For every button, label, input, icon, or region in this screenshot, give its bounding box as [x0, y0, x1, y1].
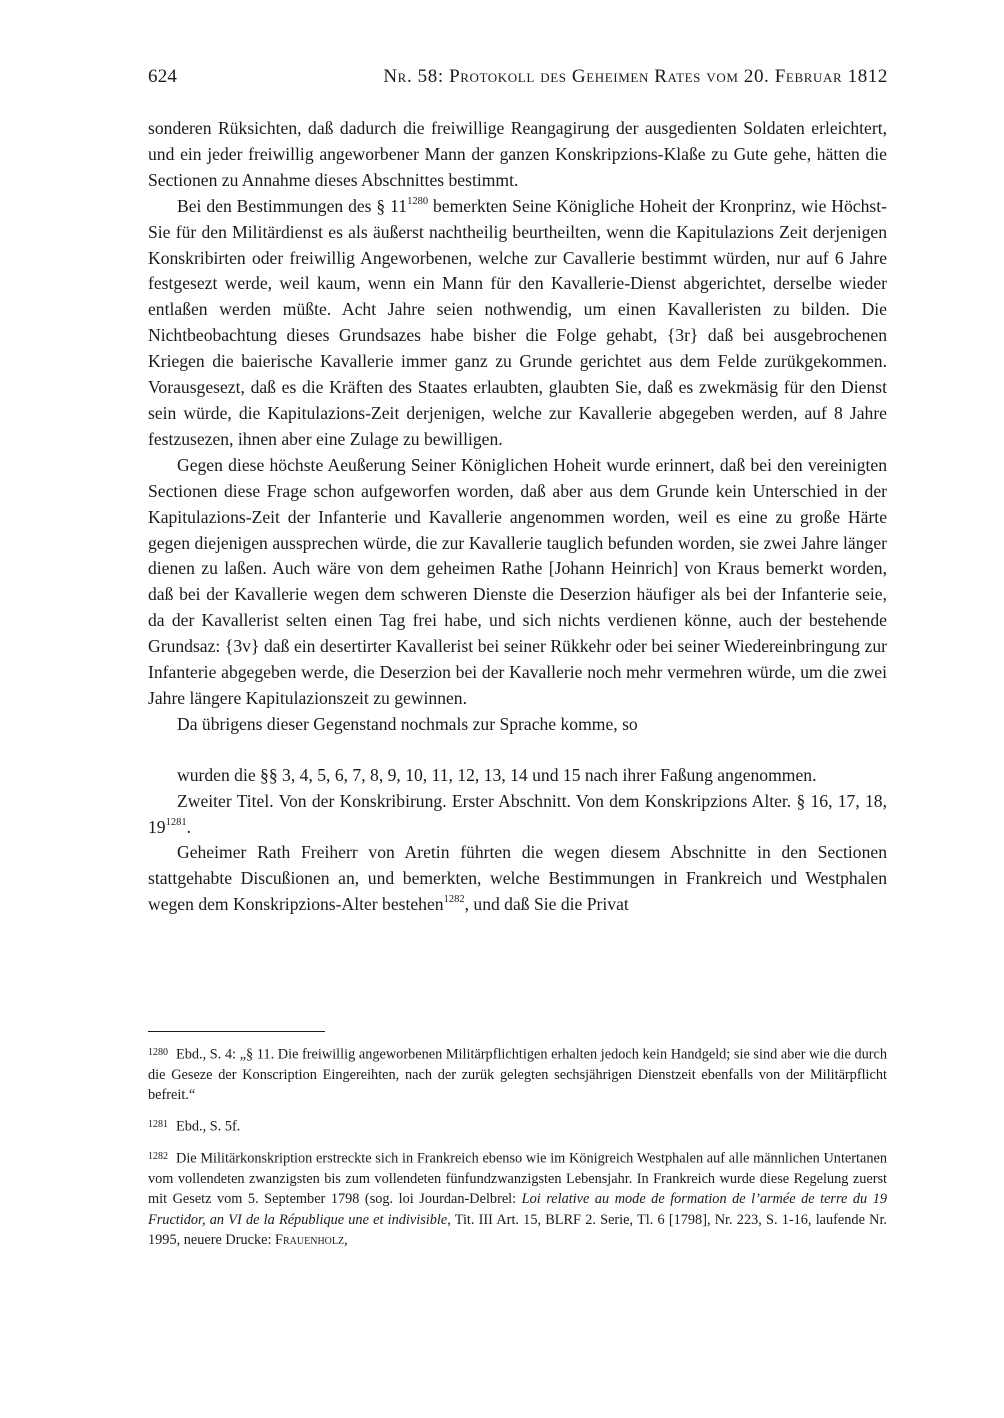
paragraph-7-text-a: Geheimer Rath Freiherr von Aretin führten die wegen diesem Abschnitte in den Sectionen stattgehabte Discußionen an, und bemerkten, welche Bestimmungen in Frankreich und Westphalen wegen dem Konskripzions-Alter bestehen	[148, 842, 887, 915]
paragraph-4	[148, 712, 887, 738]
footnote-text: Ebd., S. 4: „§ 11. Die freiwillig angeworbenen Militärpflichtigen erhalten jedoch kein Handgeld; sie sind aber wie die durch die Geseze der Konscription Eingereihten, nach der zurük gelegten sechsjährigen Dienstzeit ebenfalls von der Militärpflicht befreit.“	[148, 1046, 887, 1104]
paragraph-3-text: Gegen diese höchste Aeußerung Seiner Königlichen Hoheit wurde erinnert, daß bei den vereinigten Sectionen diese Frage schon aufgeworfen worden, daß aber aus dem Grunde kein Unterschied in der Kapitulazions-Zeit der Infanterie und Kavallerie angenommen worden, weil es eine zu große Härte gegen diejenigen aussprechen würde, die zur Kavallerie tauglich befunden worden, sie zwei Jahre länger dienen zu laßen. Auch wäre von dem geheimen Rathe [Johann Heinrich] von Kraus bemerkt worden, daß bei der Kavallerie wegen dem schweren Dienste die Deserzion häufiger als bei der Infanterie seie, da der Kavallerist selten einen Tag frei habe, und sich nichts verdienen könne, auch der bestehende Grundsaz: {3v} daß ein desertirter Kavallerist bei seiner Rükkehr oder bei seiner Wiedereinbringung zur Infanterie abgegeben werde, die Deserzion bei der Kavallerie noch mehr vermehren würde, um die zwei Jahre längere Kapitulazionszeit zu gewinnen.	[148, 454, 887, 708]
footnote-text-a: Die Militärkonskription erstreckte sich in Frankreich ebenso wie im Königreich Westphalen auf alle männlichen Untertanen vom vollendeten zwanzigsten bis zum vollendeten fünfundzwanzigsten Lebensjahr. In Frankreich wurde diese Regelung zuerst mit Gesetz vom 5. September 1798 (sog. loi Jourdan-Delbrel:	[148, 1150, 887, 1208]
paragraph-6-text-a: Zweiter Titel. Von der Konskribirung. Erster Abschnitt. Von dem Konskripzions Alter. § 16, 17, 18, 19	[148, 790, 887, 837]
footnote-number: 1281	[148, 1119, 168, 1131]
footnote-text-c: ,	[344, 1231, 348, 1248]
footnote-1280	[148, 1043, 887, 1105]
paragraph-6	[148, 789, 887, 841]
paragraph-1-text: sonderen Rüksichten, daß dadurch die freiwillige Reangagirung der ausgedienten Soldaten erleichtert, und ein jeder freiwillig angeworbener Mann der ganzen Konskripzions-Klaße zu Gute gehe, hätten die Sectionen zu Annahme dieses Abschnittes bestimmt.	[148, 118, 887, 190]
paragraph-5	[148, 763, 887, 789]
paragraph-2-text-a: Bei den Bestimmungen des § 11	[177, 195, 408, 216]
running-title: Nr. 58: Protokoll des Geheimen Rates vom 20. Februar 1812	[383, 66, 888, 87]
footnote-text: Ebd., S. 5f.	[176, 1118, 241, 1135]
footnote-author: Frauenholz	[275, 1231, 345, 1248]
footnote-divider	[148, 1031, 325, 1032]
page-number: 624	[148, 66, 178, 87]
paragraph-7	[148, 840, 887, 918]
paragraph-2	[148, 194, 887, 453]
footnote-italic-title: Loi relative au mode de formation de l’armée de terre du 19 Fructidor, an VI de la République une et indivisible	[148, 1191, 887, 1228]
paragraph-7-text-b: , und daß Sie die Privat	[464, 894, 629, 915]
footnote-1282	[148, 1147, 887, 1250]
running-header	[148, 66, 888, 96]
paragraph-1	[148, 116, 887, 194]
paragraph-2-text-b: bemerkten Seine Königliche Hoheit der Kronprinz, wie Höchst-Sie für den Militärdienst es als äußerst nachtheilig beurtheilten, wenn die Kapitulazions Zeit derjenigen Konskribirten oder freiwillig Angeworbenen, welche zur Cavallerie bestimmt würden, nur auf 6 Jahre festgesezt werde, weil kaum, wenn ein Mann für den Kavallerie-Dienst abgerichtet, derselbe wieder entlaßen werden müßte. Acht Jahre seien nothwendig, um einen Kavalleristen zu bilden. Die Nichtbeobachtung dieses Grundsazes habe bisher die Folge gehabt, {3r} daß bei ausgebrochenen Kriegen die baierische Kavallerie immer ganz zu Grunde gerichtet aus dem Felde zurükgekommen. Vorausgesezt, daß es die Kräften des Staates erlaubten, glaubten Sie, daß es zwekmäsig für den Dienst sein würde, die Kapitulazions-Zeit derjenigen, welche zur Kavallerie abgegeben werden, auf 8 Jahre festzusezen, ihnen aber eine Zulage zu bewilligen.	[148, 195, 887, 449]
footnote-text-b: , Tit. III Art. 15, BLRF 2. Serie, Tl. 6 [1798], Nr. 223, S. 1-16, laufende Nr. 1995, neuere Drucke:	[148, 1211, 887, 1248]
paragraph-4-text: Da übrigens dieser Gegenstand nochmals zur Sprache komme, so	[177, 713, 638, 734]
paragraph-5-text: wurden die §§ 3, 4, 5, 6, 7, 8, 9, 10, 11, 12, 13, 14 und 15 nach ihrer Faßung angenommen.	[177, 764, 817, 785]
footnotes	[148, 1043, 887, 1260]
paragraph-3	[148, 453, 887, 712]
footnote-number: 1282	[148, 1151, 168, 1163]
footnote-1281	[148, 1115, 887, 1137]
main-text	[148, 116, 887, 918]
footnote-number: 1280	[148, 1047, 168, 1058]
paragraph-6-text-b: .	[186, 816, 191, 837]
footnote-ref-1281[interactable]: 1281	[165, 816, 187, 828]
footnote-ref-1282[interactable]: 1282	[443, 894, 465, 906]
footnote-ref-1280[interactable]: 1280	[407, 195, 429, 207]
